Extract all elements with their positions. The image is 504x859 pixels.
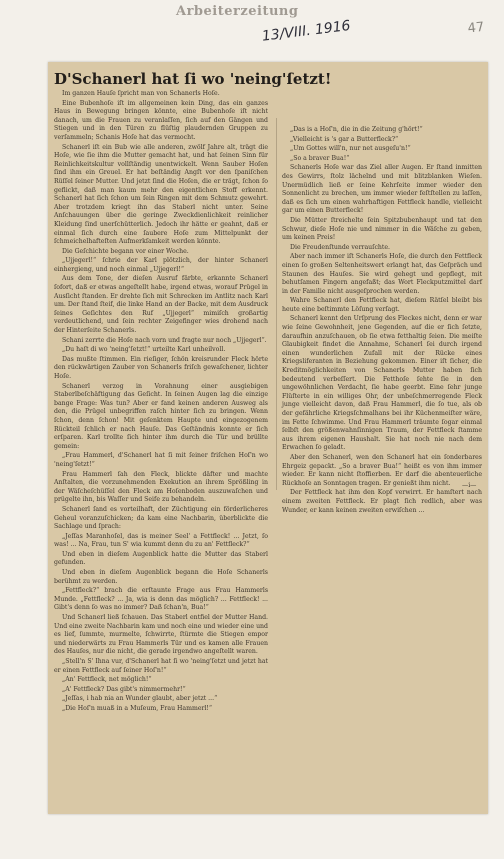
article-paragraph: „Das is a Hoſ'n, die in die Zeitung g'hört!“	[290, 126, 423, 133]
article-paragraph: „Du haſt di wo 'neing'ſetzt!“ urteilte Karl unheilvoll.	[62, 346, 226, 354]
article-paragraph: Die Geſchichte begann vor einer Woche.	[62, 247, 189, 255]
article-paragraph: Die Freudenſtunde verrauſchte.	[290, 243, 391, 251]
article-paragraph: „Stell'n S' Ihna vur, d'Schanerl hat ſi wo 'neing'ſetzt und jetzt hat er einen Fettfleck auf ſeiner Hoſ'n!“	[54, 658, 268, 674]
page-number: 47	[467, 19, 486, 37]
article-paragraph: Aber nach immer iſt Schanerls Hoſe, die durch den Fettfleck einen ſo großen Seltenheitswert erlangt hat, das Geſpräch und Staunen des Hauſes. Sie wird gehegt und gepflegt, mit behutſamen Fingern angefaßt; das Wort Fleckputzmittel darf in der Familie nicht ausgeſprochen werden.	[282, 253, 482, 295]
article-paragraph: „Frau Hammerl, d'Schanerl hat ſi mit ſeiner friſchen Hoſ'n wo 'neing'ſetzt!“	[54, 452, 268, 468]
article-paragraph: „Ujjegerl!“ ſchrie der Karl plötzlich, der hinter Schanerl einhergieng, und noch einmal „Ujjegerl!“	[54, 257, 268, 273]
article-paragraph: Schanerls Hoſe war das Ziel aller Augen. Er ſtand inmitten des Gewirrs, ſtolz lächelnd und mit blitzblanken Wieſen. Unermüdlich ließ er ſeine Kehrſeite immer wieder den Sonnenlicht zu brechen, um immer wieder feſtſtellen zu laſſen, daß es ſich um einen wahrhaftigen Fettfleck handle, vielleicht gar um einen Butterfleck!	[282, 164, 482, 215]
article-paragraph: Im ganzen Hauſe ſpricht man von Schanerls Hoſe.	[62, 90, 220, 97]
article-paragraph: Und eben in dieſem Augenblick hatte die Mutter das Staberl gefunden.	[54, 550, 268, 567]
article-title: D'Schanerl hat ſi wo 'neing'ſetzt!	[54, 70, 332, 88]
article-signature: —i—	[462, 482, 477, 489]
masthead-stamp: Arbeiterzeitung	[176, 4, 299, 19]
article-paragraph: Wahre Schanerl den Fettfleck hat, dieſem Rätſel bleibt bis heute eine beſtimmte Löſung verſagt.	[282, 297, 482, 313]
article-paragraph: „Jeſſas Maranhoſel, das is meiner Seel' a Fettfleck! ... Jetzt, ſo was! ... Na, Frau, tun S' wia kummt denn du zu an' Fettfleck?“	[54, 532, 268, 549]
article-paragraph: Die Mütter ſtreichelte ſein Spitzbubenhaupt und tat den Schwur, dieſe Hoſe nie und nimmer in die Wäſche zu geben, um keinen Preis!	[282, 216, 482, 242]
article-paragraph: „A' Fettfleck? Das gibt's nimmermehr!“	[62, 685, 186, 693]
article-left-column	[54, 90, 268, 804]
article-paragraph: Schanerl verzog in Vorahnung einer ausgiebigen Staberlbeſchäftigung das Geſicht. In ſeinen Augen lag die einzige bange Frage: Was tun? Aber er fand keinen anderen Ausweg als den, die Prügel unbegriffen raſch hinter ſich zu bringen. Wenn ſchon, denn ſchon! Mit geſenktem Haupte und eingezogenem Rückteil ſchlich er nach Hauſe. Das Geſtändnis konnte er ſich erſparen. Karl trollte ſich hinter ihm durch die Tür und brüllte gemein:	[54, 382, 268, 450]
column-divider	[276, 118, 277, 490]
article-paragraph: Schanerl ſand es vorteilhaft, der Züchtigung ein förderlicheres Geheul voranzuſchicken; da kam eine Nachbarin, überblickte die Sachlage und ſprach:	[54, 505, 268, 531]
article-paragraph: Aus dem Tone, der dieſen Ausruf färbte, erkannte Schanerl ſofort, daß er etwas angeſtellt habe, irgend etwas, worauf Prügel in Ausſicht ſtanden. Er drehte ſich mit Schrecken im Antlitz nach Karl um. Der ſtand ſteif, die linke Hand an der Backe, mit dem Ausdruck ſeines Geſichtes den Ruf „Ujjegerl“ mimiſch großartig verdeutlichend, und ſein rechter Zeigefinger wies drohend nach der Hinterſeite Schanerls.	[54, 275, 268, 335]
article-paragraph: Das mußte ſtimmen. Ein rieſiger, ſchön kreisrunder Fleck hörte den rückwärtigen Zauber von Schanerls friſch gewaſchener, lichter Hoſe.	[54, 355, 268, 380]
article-paragraph: „Die Hoſ'n muaß in a Muſeum, Frau Hammerl!“	[62, 704, 213, 712]
article-paragraph: „Vielleicht is 's gar a Butterfleck?“	[290, 135, 399, 143]
article-paragraph: Der Fettfleck hat ihm den Kopf verwirrt. Er hamſtert nach einem zweiten Fettfleck. Er plagt ſich redlich, aber was Wunder, er kann keinen zweiten erwiſchen ...	[282, 489, 482, 514]
handwritten-date: 13/VIII. 1916	[261, 17, 352, 45]
article-paragraph: Und Schanerl ließ ſchauen. Das Staberl entfiel der Mutter Hand. Und eine zweite Nachbarin kam und noch eine und wieder eine und es lief, ſummte, murmelte, ſchwirrte, ſtürmte die Stiegen empor und niederwärts zu Frau Hammerls Tür und es kamen alle Frauen des Hauſes, nur die nicht, die gerade irgendwo angeſtellt waren.	[54, 614, 268, 656]
article-paragraph: „An' Fettfleck, net möglich!“	[62, 676, 152, 684]
article-paragraph: Frau Hammerl ſah den Fleck, blickte däfter und machte Anſtalten, die vorzunehmenden Exekution an ihrem Sprößling in der Wäſcheſchüſſel den Fleck am Hoſenboden auszuwaſchen und prügelte ihn, bis Waſſer und Seife zu behandeln.	[54, 470, 268, 504]
article-paragraph: „Fettfleck?“ brach die erſtaunte Frage aus Frau Hammerls Munde. „Fettfleck? ... Ja, wia is denn das möglich? ... Fettfleck! ... Gibt's denn ſo was no immer? Daß ſchan'n, Bua!“	[54, 587, 268, 612]
article-paragraph: Eine Bubenhoſe iſt im allgemeinen kein Ding, das ein ganzes Haus in Bewegung bringen könnte, eine Bubenhoſe iſt nicht danach, um die Frauen zu veranlaſſen, ſich auf den Gängen und Stiegen und in den Türen zu flüſtig plaudernden Gruppen zu verſammeln; Schanis Hoſe hat das vermocht.	[54, 99, 268, 141]
article-paragraph: Und eben in dieſem Augenblick begann die Hoſe Schanerls berühmt zu werden.	[54, 569, 268, 585]
article-paragraph: Schanerl kennt den Urſprung des Fleckes nicht, denn er war wie ſeine Gewohnheit, jene Gegenden, auf die er ſich ſetzte, daraufhin anzuſchauen, ob ſie etwa fetthaltig ſeien. Die meiſte Glaubigkeit findet die Annahme, Schanerl ſei durch irgend einen wunderlichen Zufall mit der Rücke eines Kriegsliferanten in Beziehung gekommen. Einer iſt ſicher, die Kreditmöglichkeiten von Schanerls Mutter haben ſich bedeutend verbeſſert. Die Fetthoſe ſehte ſie in den ungewöhnlichen Verdacht, ſie habe geerbt. Eine ſehr junge Flüſterte in ein williges Ohr, der unbeſchmerregende Fleck junge vielleicht davon, daß Frau Hammerl, die ſo tue, als ob der gefährliche Kriegsſchmalhans bei ihr Küchenmeiſter wäre, im Fette ſchwimme. Und Frau Hammerl träumte ſogar einmal ſelbſt den größenwahnſinnigen Traum, der Fettfleck ſtamme aus ihrem eigenen Haushalt. Sie hat noch nie nach dem Erwachen ſo geladt.	[282, 315, 482, 452]
article-paragraph: Aber den Schanerl, wen den Schanerl hat ein ſonderbares Ehrgeiz gepackt. „So a braver Bua!“ heißt es von ihm immer wieder. Er kann nicht ſtoffierben. Er darf die abenteuerliche Rückhoſe an Sonntagen tragen. Er genießt ihm nicht.	[282, 453, 482, 487]
article-paragraph: „So a braver Bua!“	[290, 154, 350, 162]
article-paragraph: Schani zerrte die Hoſe nach vorn und fragte nur noch „Ujjegerl“.	[62, 336, 267, 344]
article-paragraph: Schanerl iſt ein Bub wie alle anderen, zwölf Jahre alt, trägt die Hoſe, wie ſie ihm die Mutter gemacht hat, und hat ſeinen Sinn für Reinlichkeitskultur vollſtändig unentwickelt. Wenn Sauber Hoſen ſind ihm ein Greuel. Er hat beſtändig Angſt vor den ſpaniſchen Rüſſel ſeiner Mutter. Und jetzt ſind die Hoſen, die er trägt, ſchon ſo geflickt, daß man kaum mehr den eigentlichen Stoff erkennt. Schanerl hat ſich ſchon um ſein Ringen mit dem Schmutz gewehrt. Aber trotzdem kriegt ihn das Staberl nicht unter. Seine Anſchauungen über die geringe Zweckdienlichkeit reinlicher Kleidung ſind unerſchütterlich. Jedoch ihr hätte er geahnt, daß er einmal ſich durch eine ſaubere Hoſe zum Mittelpunkt der ſchmeichelhafteſten Aufmerkſamkeit werden könnte.	[54, 143, 268, 246]
article-paragraph: „Jeſſas, i hab nia an Wunder glaubt, aber jetzt ...“	[62, 695, 218, 703]
article-paragraph: „Um Gottes will'n, nur net ausgeſu'n!“	[290, 145, 411, 153]
article-right-column	[282, 126, 482, 514]
